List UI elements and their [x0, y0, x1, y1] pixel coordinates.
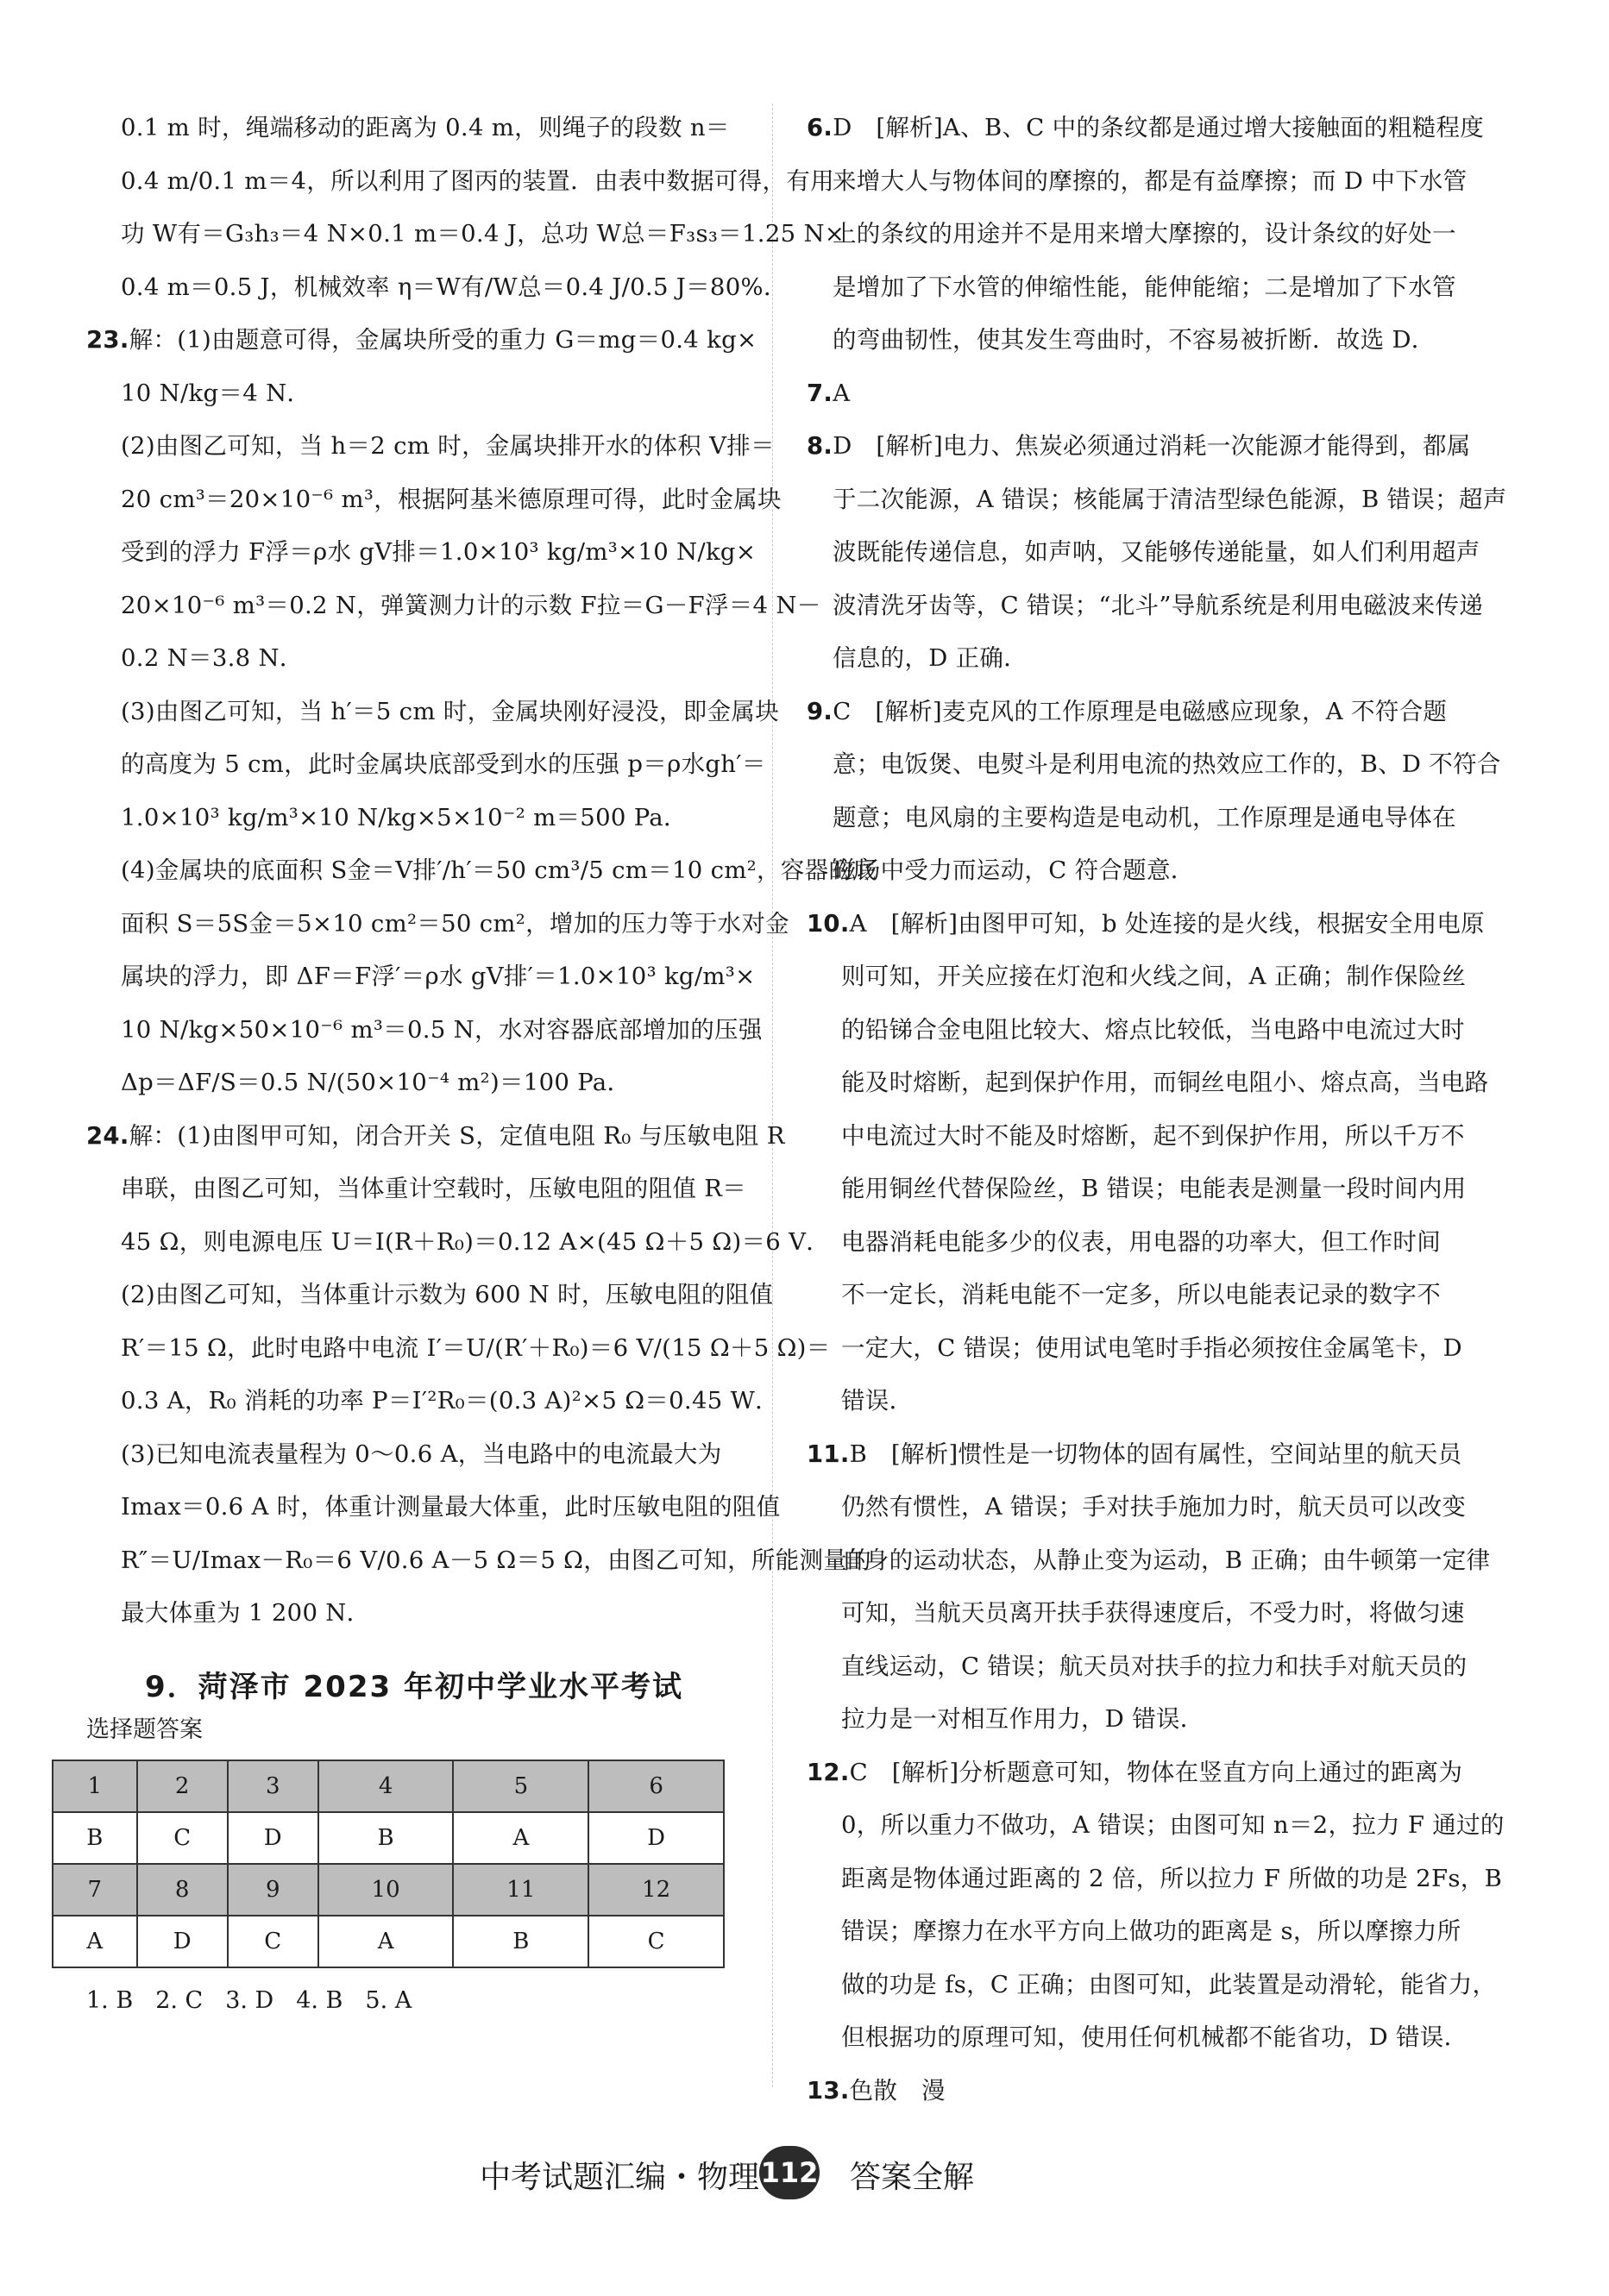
line-text: 仍然有惯性，A 错误；手对扶手施加力时，航天员可以改变 [841, 1493, 1467, 1521]
text-line [807, 898, 1501, 951]
table-cell: 2 [137, 1760, 228, 1812]
section-title: 9．菏泽市 2023 年初中学业水平考试 [145, 1669, 683, 1704]
line-text: D [解析]电力、焦炭必须通过消耗一次能源才能得到，都属 [833, 432, 1471, 460]
text-line [86, 1481, 781, 1534]
line-text: 则可知，开关应接在灯泡和火线之间，A 正确；制作保险丝 [841, 963, 1467, 990]
line-text: A [解析]由图甲可知，b 处连接的是火线，根据安全用电原 [849, 909, 1485, 938]
text-line [807, 1853, 1501, 1906]
line-text: 0.4 m/0.1 m＝4，所以利用了图丙的装置．由表中数据可得，有用 [121, 166, 834, 195]
question-number: 11. [807, 1440, 850, 1468]
text-line [86, 1269, 774, 1322]
text-line [807, 102, 1501, 155]
text-line [807, 2011, 1501, 2065]
line-text: R′＝15 Ω，此时电路中电流 I′＝U/(R′＋R₀)＝6 V/(15 Ω＋5 Ω)＝ [121, 1333, 831, 1362]
line-text: 串联，由图乙可知，当体重计空载时，压敏电阻的阻值 R＝ [121, 1175, 747, 1202]
text-line [807, 1693, 1501, 1747]
line-text: (3)已知电流表量程为 0～0.6 A，当电路中的电流最大为 [121, 1440, 722, 1468]
line-text: 电器消耗电能多少的仪表，用电器的功率大，但工作时间 [841, 1227, 1441, 1256]
line-text: 上的条纹的用途并不是用来增大摩擦的，设计条纹的好处一 [833, 220, 1456, 248]
text-line [807, 1110, 1501, 1164]
text-line [86, 1428, 742, 1482]
text-line [807, 1799, 1505, 1853]
text-line [86, 1322, 831, 1376]
text-line [86, 950, 756, 1004]
text-line [86, 1110, 785, 1164]
table-row [53, 1812, 724, 1864]
table-cell: D [228, 1812, 318, 1864]
text-line [86, 792, 742, 845]
line-text: 10 N/kg＝4 N． [121, 379, 311, 407]
line-text: 解：(1)由题意可得，金属块所受的重力 G＝mg＝0.4 kg× [129, 326, 757, 354]
line-text: 的铅锑合金电阻比较大、熔点比较低，当电路中电流过大时 [841, 1015, 1465, 1044]
text-line [86, 314, 757, 367]
table-cell: C [228, 1916, 318, 1967]
table-header-row [53, 1864, 724, 1916]
line-text: 10 N/kg×50×10⁻⁶ m³＝0.5 N，水对容器底部增加的压强 [121, 1015, 763, 1044]
line-text: 的弯曲韧性，使其发生弯曲时，不容易被折断．故选 D． [833, 326, 1436, 354]
line-text: (3)由图乙可知，当 h′＝5 cm 时，金属块刚好浸没，即金属块 [121, 697, 780, 725]
line-text: 20 cm³＝20×10⁻⁶ m³，根据阿基米德原理可得，此时金属块 [121, 485, 782, 513]
line-text: 错误；摩擦力在水平方向上做功的距离是 s，所以摩擦力所 [841, 1917, 1461, 1945]
table-cell: 4 [318, 1760, 454, 1812]
table-cell: A [53, 1916, 137, 1967]
line-text: 面积 S＝5S金＝5×10 cm²＝50 cm²，增加的压力等于水对金 [121, 909, 789, 938]
text-line [807, 580, 1501, 633]
text-line [807, 1747, 1501, 1800]
text-line [807, 420, 1501, 474]
line-text: 能用铜丝代替保险丝，B 错误；电能表是测量一段时间内用 [841, 1175, 1467, 1202]
text-line [807, 1375, 1501, 1428]
text-line [807, 526, 1501, 580]
right-text-block [807, 102, 1507, 2117]
text-line [807, 686, 1501, 739]
question-number: 7. [807, 379, 833, 407]
line-text: A [833, 379, 851, 407]
line-text: 波清洗牙齿等，C 错误；“北斗”导航系统是利用电磁波来传递 [833, 591, 1484, 619]
line-text: 最大体重为 1 200 N． [121, 1599, 371, 1627]
line-text: 自身的运动状态，从静止变为运动，B 正确；由牛顿第一定律 [841, 1546, 1491, 1574]
table-cell: 3 [228, 1760, 318, 1812]
text-line [86, 1375, 779, 1428]
line-text: 磁场中受力而运动，C 符合题意． [833, 856, 1195, 884]
line-text: 是增加了下水管的伸缩性能，能伸能缩；二是增加了下水管 [833, 273, 1456, 301]
line-text: 但根据功的原理可知，使用任何机械都不能省功，D 错误． [841, 2023, 1468, 2051]
line-text: 拉力是一对相互作用力，D 错误． [841, 1705, 1204, 1733]
line-text: 功 W有＝G₃h₃＝4 N×0.1 m＝0.4 J，总功 W总＝F₃s₃＝1.25 N× [121, 220, 845, 248]
table-cell: D [137, 1916, 228, 1967]
line-text: 不一定长，消耗电能不一定多，所以电能表记录的数字不 [841, 1281, 1441, 1308]
table-cell: 12 [588, 1864, 724, 1916]
text-line [807, 1481, 1501, 1534]
table-cell: A [318, 1916, 454, 1967]
quick-answer: 4. B [296, 1986, 343, 2014]
line-text: 意；电饭煲、电熨斗是利用电流的热效应工作的，B、D 不符合 [833, 750, 1501, 778]
question-number: 23. [86, 326, 129, 354]
text-line [807, 1057, 1501, 1110]
table-row [53, 1916, 724, 1967]
text-line [86, 155, 834, 209]
text-line [86, 632, 742, 686]
text-line [807, 632, 1501, 686]
footer-section-label: 答案全解 [850, 2160, 975, 2195]
line-text: D [解析]A、B、C 中的条纹都是通过增大接触面的粗糙程度 [833, 114, 1485, 141]
footer-book-title: 中考试题汇编・物理 [479, 2160, 759, 2195]
text-line [807, 1216, 1501, 1270]
quick-answer: 1. B [86, 1986, 134, 2014]
line-text: 解：(1)由图甲可知，闭合开关 S，定值电阻 R₀ 与压敏电阻 R [129, 1121, 785, 1150]
line-text: R″＝U/Imax－R₀＝6 V/0.6 A－5 Ω＝5 Ω，由图乙可知，所能测量的 [121, 1546, 871, 1574]
line-text: (2)由图乙可知，当体重计示数为 600 N 时，压敏电阻的阻值 [121, 1281, 774, 1308]
text-line [86, 1216, 831, 1270]
table-cell: C [137, 1812, 228, 1864]
text-line [807, 844, 1501, 898]
text-line [86, 1057, 742, 1110]
table-cell: D [588, 1812, 724, 1864]
text-line [86, 474, 782, 527]
line-text: 属块的浮力，即 ΔF＝F浮′＝ρ水 gV排′＝1.0×10³ kg/m³× [121, 963, 756, 990]
text-line [86, 1534, 871, 1588]
text-line [807, 1959, 1501, 2012]
text-line [807, 1163, 1501, 1216]
text-line [807, 1640, 1501, 1694]
question-number: 24. [86, 1121, 129, 1150]
text-line [86, 738, 766, 792]
line-text: B [解析]惯性是一切物体的固有属性，空间站里的航天员 [849, 1440, 1462, 1468]
question-number: 10. [807, 909, 850, 938]
line-text: 信息的，D 正确． [833, 644, 1028, 672]
text-line [86, 261, 788, 315]
text-line [807, 738, 1501, 792]
quick-answer: 2. C [155, 1986, 204, 2014]
column-divider [772, 104, 773, 2087]
text-line [86, 1163, 747, 1216]
line-text: 色散 漫 [849, 2076, 946, 2105]
table-cell: C [588, 1916, 724, 1967]
answer-table [52, 1760, 725, 1968]
text-line [86, 844, 877, 898]
line-text: 0.4 m＝0.5 J，机械效率 η＝W有/W总＝0.4 J/0.5 J＝80%． [121, 273, 788, 301]
text-line [807, 208, 1501, 261]
text-line [807, 1269, 1501, 1322]
text-line [807, 314, 1501, 367]
question-number: 9. [807, 697, 833, 725]
text-line [86, 580, 821, 633]
line-text: 的高度为 5 cm，此时金属块底部受到水的压强 p＝ρ水gh′＝ [121, 750, 766, 778]
line-text: 0.1 m 时，绳端移动的距离为 0.4 m，则绳子的段数 n＝ [121, 114, 730, 141]
table-cell: B [318, 1812, 454, 1864]
line-text: 错误． [841, 1387, 914, 1415]
line-text: 0.3 A，R₀ 消耗的功率 P＝I′²R₀＝(0.3 A)²×5 Ω＝0.45 W． [121, 1387, 779, 1415]
text-line [86, 526, 757, 580]
text-line [807, 1428, 1501, 1482]
text-line [86, 102, 742, 155]
table-cell: 7 [53, 1864, 137, 1916]
table-cell: 10 [318, 1864, 454, 1916]
text-line [86, 686, 780, 739]
line-text: 一定大，C 错误；使用试电笔时手指必须按住金属笔卡，D [841, 1333, 1462, 1362]
line-text: 来增大人与物体间的摩擦的，都是有益摩擦；而 D 中下水管 [833, 166, 1468, 195]
text-line [807, 792, 1501, 845]
text-line [807, 367, 1501, 421]
table-cell: 8 [137, 1864, 228, 1916]
left-column [86, 102, 877, 2014]
question-number: 6. [807, 114, 833, 141]
line-text: 于二次能源，A 错误；核能属于清洁型绿色能源，B 错误；超声 [833, 485, 1507, 513]
text-line [86, 420, 775, 474]
text-line [807, 474, 1507, 527]
text-line [807, 2065, 1501, 2118]
table-cell: 5 [453, 1760, 588, 1812]
line-text: C [解析]分析题意可知，物体在竖直方向上通过的距离为 [849, 1758, 1463, 1786]
line-text: 可知，当航天员离开扶手获得速度后，不受力时，将做匀速 [841, 1599, 1465, 1627]
table-cell: B [53, 1812, 137, 1864]
line-text: (4)金属块的底面积 S金＝V排′/h′＝50 cm³/5 cm＝10 cm²，容器的底 [121, 856, 877, 884]
text-line [86, 898, 789, 951]
line-text: C [解析]麦克风的工作原理是电磁感应现象，A 不符合题 [833, 697, 1448, 725]
question-number: 8. [807, 432, 833, 460]
question-number: 13. [807, 2076, 850, 2105]
line-text: 0.2 N＝3.8 N． [121, 644, 304, 672]
table-cell: B [453, 1916, 588, 1967]
line-text: (2)由图乙可知，当 h＝2 cm 时，金属块排开水的体积 V排＝ [121, 432, 775, 460]
line-text: Imax＝0.6 A 时，体重计测量最大体重，此时压敏电阻的阻值 [121, 1493, 781, 1521]
table-cell: A [453, 1812, 588, 1864]
quick-answer: 3. D [225, 1986, 274, 2014]
text-line [86, 367, 742, 421]
text-line [807, 1322, 1501, 1376]
table-header-row [53, 1760, 724, 1812]
text-line [86, 1587, 742, 1640]
text-line [807, 155, 1501, 209]
line-text: 题意；电风扇的主要构造是电动机，工作原理是通电导体在 [833, 803, 1456, 831]
table-cell: 6 [588, 1760, 724, 1812]
table-cell: 11 [453, 1864, 588, 1916]
quick-answer: 5. A [365, 1986, 412, 2014]
text-line [807, 1587, 1501, 1640]
text-line [807, 261, 1501, 315]
page-number-badge: 112 [759, 2146, 820, 2199]
line-text: 受到的浮力 F浮＝ρ水 gV排＝1.0×10³ kg/m³×10 N/kg× [121, 538, 757, 566]
text-line [807, 950, 1501, 1004]
text-line [807, 1905, 1501, 1959]
line-text: 做的功是 fs，C 正确；由图可知，此装置是动滑轮，能省力， [841, 1970, 1497, 1998]
line-text: 距离是物体通过距离的 2 倍，所以拉力 F 所做的功是 2Fs，B [841, 1864, 1503, 1892]
line-text: 0，所以重力不做功，A 错误；由图可知 n＝2，拉力 F 通过的 [841, 1811, 1505, 1839]
text-line [86, 208, 845, 261]
line-text: 直线运动，C 错误；航天员对扶手的拉力和扶手对航天员的 [841, 1652, 1468, 1680]
line-text: 能及时熔断，起到保护作用，而铜丝电阻小、熔点高，当电路 [841, 1069, 1489, 1096]
line-text: 20×10⁻⁶ m³＝0.2 N，弹簧测力计的示数 F拉＝G－F浮＝4 N－ [121, 591, 821, 619]
table-cell: 9 [228, 1864, 318, 1916]
line-text: 45 Ω，则电源电压 U＝I(R＋R₀)＝0.12 A×(45 Ω＋5 Ω)＝6 V． [121, 1227, 831, 1256]
text-line [807, 1534, 1501, 1588]
line-text: 波既能传递信息，如声呐，又能够传递能量，如人们利用超声 [833, 538, 1480, 566]
line-text: 中电流过大时不能及时熔断，起不到保护作用，所以千万不 [841, 1121, 1465, 1150]
line-text: Δp＝ΔF/S＝0.5 N/(50×10⁻⁴ m²)＝100 Pa． [121, 1069, 632, 1096]
line-text: 1.0×10³ kg/m³×10 N/kg×5×10⁻² m＝500 Pa． [121, 803, 688, 831]
question-number: 12. [807, 1758, 850, 1786]
section-subtitle: 选择题答案 [86, 1716, 203, 1743]
page-footer [0, 2146, 1609, 2206]
text-line [807, 1004, 1501, 1057]
right-column [807, 102, 1507, 2117]
text-line [86, 1004, 763, 1057]
table-cell: 1 [53, 1760, 137, 1812]
quick-answers [86, 1987, 742, 2014]
